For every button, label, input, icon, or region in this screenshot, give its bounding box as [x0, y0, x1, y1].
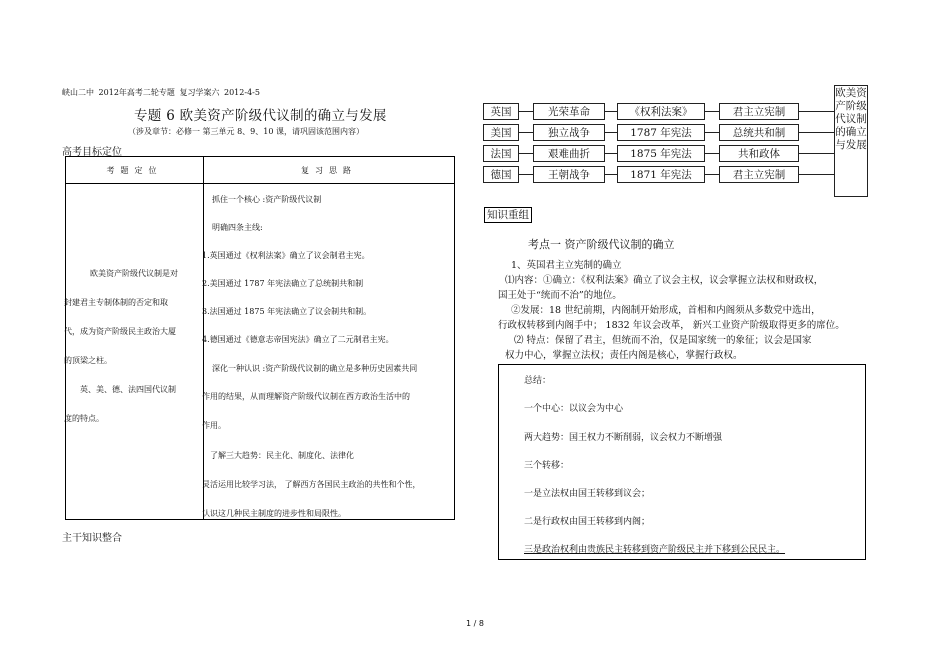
diagram-law-box: 1787 年宪法 [617, 124, 705, 141]
diagram-system-box: 总统共和制 [719, 124, 799, 141]
summary-line: 一是立法权由国王转移到议会； [524, 489, 651, 499]
diagram-law-box: 1871 年宪法 [617, 166, 705, 183]
diagram-law-box: 《权利法案》 [617, 103, 705, 120]
approach-line: 认识这几种民主制度的进步性和局限性。 [202, 509, 346, 518]
topic-heading: 考点一 资产阶级代议制的确立 [528, 238, 675, 251]
position-line: 封建君主专制体制的否定和取 [64, 298, 168, 307]
approach-line: 2.美国通过 1787 年宪法确立了总统制共和制 [202, 279, 364, 288]
section-goal-heading: 高考目标定位 [62, 147, 122, 158]
diagram-connector [605, 153, 617, 154]
diagram-connector [605, 174, 617, 175]
paragraph-line: 国王处于“统而不治”的地位。 [498, 290, 622, 301]
diagram-system-box: 共和政体 [719, 145, 799, 162]
diagram-system-box: 君主立宪制 [719, 103, 799, 120]
diagram-connector [799, 132, 834, 133]
approach-line: 作用。 [202, 421, 226, 430]
diagram-connector [705, 111, 719, 112]
diagram-connector [705, 174, 719, 175]
approach-line: 1.英国通过《权利法案》确立了议会制君主宪。 [202, 251, 370, 260]
summary-label: 总结： [524, 376, 552, 386]
diagram-connector [519, 153, 533, 154]
diagram-connector [519, 111, 533, 112]
approach-line: 作用的结果，从而理解资产阶级代议制在西方政治生活中的 [202, 392, 410, 401]
diagram-system-box: 君主立宪制 [719, 166, 799, 183]
diagram-country-box: 英国 [483, 103, 519, 120]
diagram-event-box: 王朝战争 [533, 166, 605, 183]
knowledge-heading: 知识重组 [484, 207, 532, 223]
summary-box [498, 364, 866, 560]
approach-line: 明确四条主线: [212, 223, 263, 232]
diagram-summary-box: 欧美资产阶级代议制的确立与发展 [834, 85, 868, 197]
approach-line: 了解三大趋势：民主化、制度化、法律化 [210, 451, 354, 460]
header-date: 2012-4-5 [224, 88, 260, 97]
diagram-connector [605, 132, 617, 133]
approach-line: 深化一种认识 :资产阶级代议制的确立是多种历史因素共同 [212, 364, 418, 373]
goal-table-header-position: 考题定位 [66, 157, 204, 184]
paragraph-line: ⑵ 特点：保留了君主，但统而不治，仅是国家统一的象征；议会是国家 [514, 335, 812, 346]
approach-line: 灵活运用比较学习法， 了解西方各国民主政治的共性和个性， [202, 480, 421, 489]
goal-table-approach-cell [204, 184, 455, 520]
page-number: 1 / 8 [466, 619, 484, 628]
position-line: 度的特点。 [64, 414, 104, 423]
diagram-connector [519, 174, 533, 175]
paragraph-line: ⑴内容：①确立：《权利法案》确立了议会主权，议会掌握立法权和财政权， [505, 275, 824, 286]
diagram-event-box: 光荣革命 [533, 103, 605, 120]
diagram-connector [519, 132, 533, 133]
diagram-connector [799, 153, 834, 154]
approach-line: 4.德国通过《德意志帝国宪法》确立了二元制君主宪。 [202, 335, 394, 344]
paragraph-line: 1、英国君主立宪制的确立 [511, 260, 622, 271]
scope-note: （涉及章节：必修一 第三单元 8、9、10 课，请巩固该范围内容） [128, 127, 364, 136]
position-line: 的顶梁之柱。 [64, 356, 112, 365]
paragraph-line: 行政权转移到内阁手中； 1832 年议会改革， 新兴工业资产阶级取得更多的席位。 [498, 320, 845, 331]
diagram-country-box: 美国 [483, 124, 519, 141]
diagram-connector [605, 111, 617, 112]
position-line: 代，成为资产阶级民主政治大厦 [64, 327, 176, 336]
section-main-heading: 主干知识整合 [62, 533, 122, 544]
diagram-country-box: 法国 [483, 145, 519, 162]
goal-table [65, 156, 455, 520]
position-line: 英、美、德、法四国代议制 [80, 385, 176, 394]
header-plan: 复习学案六 [179, 88, 220, 97]
page-title: 专题 6 欧美资产阶级代议制的确立与发展 [134, 108, 387, 124]
goal-table-position-cell [66, 184, 204, 520]
paragraph-line: ②发展：18 世纪前期，内阁制开始形成，首相和内阁须从多数党中选出， [511, 305, 821, 316]
diagram-connector [705, 132, 719, 133]
summary-line: 二是行政权由国王转移到内阁； [524, 517, 651, 527]
summary-line: 两大趋势：国王权力不断削弱，议会权力不断增强 [524, 433, 723, 443]
header-line [62, 87, 260, 98]
summary-line: 三个转移： [524, 461, 570, 471]
diagram-event-box: 艰难曲折 [533, 145, 605, 162]
summary-line: 三是政治权利由贵族民主转移到资产阶级民主并下移到公民民主。 [524, 545, 786, 555]
diagram-law-box: 1875 年宪法 [617, 145, 705, 162]
approach-line: 抓住一个核心 :资产阶级代议制 [212, 195, 322, 204]
summary-line: 一个中心：以议会为中心 [524, 404, 624, 414]
paragraph-line: 权力中心，掌握立法权；责任内阁是核心，掌握行政权。 [505, 350, 743, 361]
goal-table-header-approach: 复习思路 [204, 157, 455, 184]
diagram-country-box: 德国 [483, 166, 519, 183]
position-line: 欧美资产阶级代议制是对 [90, 269, 178, 278]
diagram-connector [799, 174, 834, 175]
diagram-event-box: 独立战争 [533, 124, 605, 141]
header-school: 峡山二中 [62, 88, 94, 97]
approach-line: 3.法国通过 1875 年宪法确立了议会制共和制。 [202, 307, 372, 316]
diagram-connector [799, 111, 834, 112]
header-course: 2012年高考二轮专题 [98, 88, 175, 97]
diagram-connector [705, 153, 719, 154]
